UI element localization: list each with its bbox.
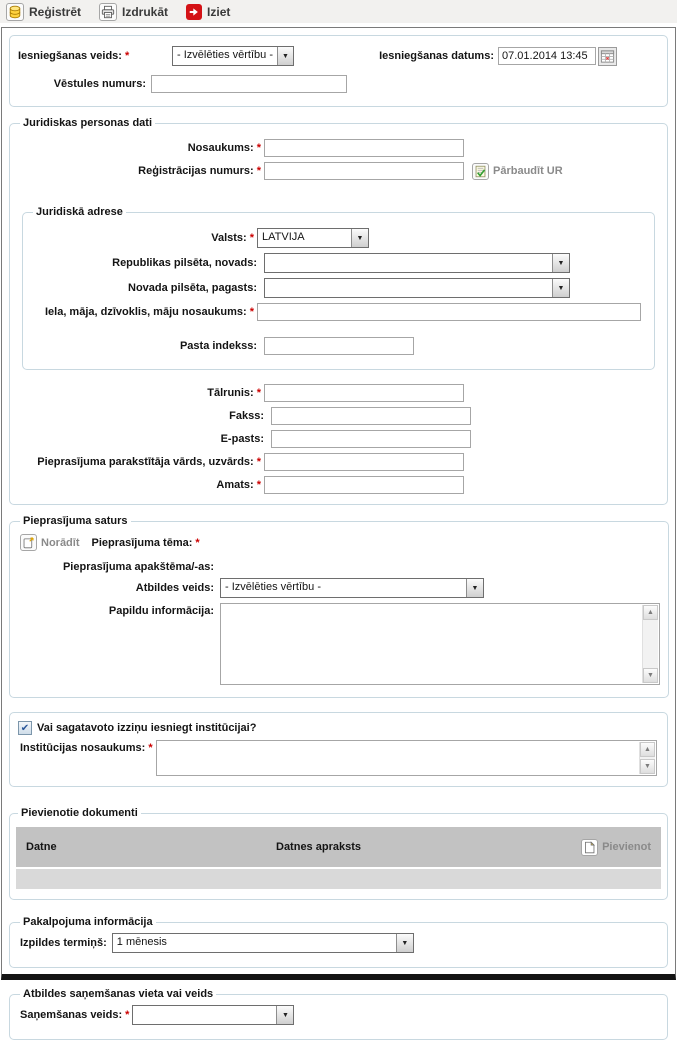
phone-input[interactable] bbox=[264, 384, 464, 402]
scroll-up-icon[interactable]: ▲ bbox=[643, 605, 658, 620]
chevron-down-icon: ▼ bbox=[277, 47, 293, 65]
parish-label: Novada pilsēta, pagasts: bbox=[128, 282, 257, 294]
attach-icon bbox=[581, 839, 598, 856]
parish-select[interactable] bbox=[264, 278, 570, 298]
calendar-icon[interactable] bbox=[598, 47, 617, 66]
company-name-label: Nosaukums: * bbox=[187, 142, 261, 154]
column-header-file: Datne bbox=[26, 841, 57, 853]
legal-address-legend: Juridiskā adrese bbox=[36, 206, 123, 218]
fax-label: Fakss: bbox=[229, 410, 264, 422]
topic-label: Pieprasījuma tēma: * bbox=[91, 536, 200, 549]
exit-button[interactable] bbox=[186, 4, 230, 20]
scroll-down-icon[interactable]: ▼ bbox=[643, 668, 658, 683]
term-label: Izpildes termiņš: bbox=[20, 937, 107, 949]
email-label: E-pasts: bbox=[220, 433, 264, 445]
answer-type-label: Atbildes veids: bbox=[135, 582, 214, 594]
response-legend: Atbildes saņemšanas vieta vai veids bbox=[23, 988, 214, 1000]
documents-section bbox=[9, 807, 668, 900]
required-marker: * bbox=[249, 306, 254, 318]
term-select[interactable] bbox=[112, 933, 414, 953]
submission-type-select[interactable] bbox=[172, 46, 294, 66]
parish-value bbox=[265, 279, 552, 297]
signer-name-label: Pieprasījuma parakstītāja vārds, uzvārds: * bbox=[37, 456, 261, 468]
exit-button-label: Iziet bbox=[207, 4, 231, 19]
city-select[interactable] bbox=[264, 253, 570, 273]
request-content-section bbox=[9, 515, 669, 698]
answer-type-value: - Izvēlēties vērtību - bbox=[225, 581, 321, 593]
service-legend: Pakalpojuma informācija bbox=[23, 916, 153, 928]
required-marker: * bbox=[249, 232, 254, 244]
country-label: Valsts: * bbox=[211, 232, 254, 244]
register-button-label: Reģistrēt bbox=[29, 4, 82, 19]
specify-icon bbox=[20, 534, 37, 551]
receive-type-select[interactable] bbox=[132, 1005, 294, 1025]
fax-input[interactable] bbox=[271, 407, 471, 425]
required-marker: * bbox=[148, 742, 153, 754]
additional-info-label: Papildu informācija: bbox=[108, 605, 214, 617]
required-marker: * bbox=[124, 50, 130, 62]
email-input[interactable] bbox=[271, 430, 471, 448]
receive-type-value bbox=[133, 1006, 276, 1024]
postal-code-input[interactable] bbox=[264, 337, 414, 355]
required-marker: * bbox=[256, 479, 261, 491]
scrollbar[interactable] bbox=[642, 605, 658, 683]
toolbar bbox=[0, 0, 677, 23]
scroll-down-icon[interactable]: ▼ bbox=[640, 759, 655, 774]
legal-person-section bbox=[9, 117, 668, 505]
check-ur-label: Pārbaudīt UR bbox=[493, 165, 563, 177]
city-label: Republikas pilsēta, novads: bbox=[112, 257, 257, 269]
required-marker: * bbox=[256, 456, 261, 468]
submission-type-value: - Izvēlēties vērtību - bbox=[177, 49, 273, 61]
signer-name-input[interactable] bbox=[264, 453, 464, 471]
specify-button[interactable] bbox=[20, 534, 80, 551]
submission-box bbox=[9, 35, 668, 107]
answer-type-select[interactable] bbox=[220, 578, 484, 598]
country-value: LATVIJA bbox=[262, 231, 305, 243]
exit-icon bbox=[186, 4, 202, 20]
required-marker: * bbox=[125, 1009, 130, 1021]
required-marker: * bbox=[256, 165, 261, 177]
chevron-down-icon: ▼ bbox=[552, 279, 569, 297]
position-input[interactable] bbox=[264, 476, 464, 494]
legal-person-legend: Juridiskas personas dati bbox=[23, 117, 152, 129]
scroll-up-icon[interactable]: ▲ bbox=[640, 742, 655, 757]
print-button-label: Izdrukāt bbox=[122, 4, 169, 19]
chevron-down-icon: ▼ bbox=[552, 254, 569, 272]
street-input[interactable] bbox=[257, 303, 641, 321]
check-ur-button[interactable] bbox=[472, 163, 563, 180]
receive-type-label: Saņemšanas veids: * bbox=[20, 1009, 130, 1021]
chevron-down-icon: ▼ bbox=[276, 1006, 293, 1024]
submission-type-label: Iesniegšanas veids: * bbox=[18, 50, 130, 62]
submission-date-input[interactable] bbox=[498, 47, 596, 65]
city-value bbox=[265, 254, 552, 272]
table-row bbox=[16, 869, 661, 889]
form-panel bbox=[1, 27, 676, 1021]
term-value: 1 mēnesis bbox=[116, 936, 167, 948]
required-marker: * bbox=[256, 387, 261, 399]
submission-date-label: Iesniegšanas datums: bbox=[379, 50, 494, 62]
register-button[interactable] bbox=[6, 3, 81, 21]
documents-table-header bbox=[16, 827, 661, 867]
service-section bbox=[9, 916, 668, 968]
country-select[interactable] bbox=[257, 228, 369, 248]
register-icon bbox=[6, 3, 24, 21]
response-section bbox=[9, 988, 668, 1040]
required-marker: * bbox=[195, 536, 200, 549]
institution-section bbox=[9, 712, 668, 787]
chevron-down-icon: ▼ bbox=[396, 934, 413, 952]
chevron-down-icon: ▼ bbox=[351, 229, 368, 247]
column-header-description: Datnes apraksts bbox=[276, 841, 361, 853]
phone-label: Tālrunis: * bbox=[207, 387, 261, 399]
attach-button[interactable] bbox=[581, 839, 651, 856]
check-icon: ✔ bbox=[20, 722, 30, 734]
letter-number-input[interactable] bbox=[151, 75, 347, 93]
scrollbar[interactable] bbox=[639, 742, 655, 774]
postal-code-label: Pasta indekss: bbox=[179, 340, 257, 352]
institution-checkbox-label: Vai sagatavoto izziņu iesniegt institūcijai? bbox=[37, 722, 257, 734]
company-name-input[interactable] bbox=[264, 139, 464, 157]
specify-button-label: Norādīt bbox=[41, 536, 80, 549]
legal-address-section bbox=[22, 206, 655, 370]
request-content-legend: Pieprasījuma saturs bbox=[23, 515, 128, 527]
attach-button-label: Pievienot bbox=[602, 841, 651, 853]
street-label: Iela, māja, dzīvoklis, māju nosaukums: * bbox=[44, 306, 254, 318]
subtopic-label: Pieprasījuma apakštēma/-as: bbox=[62, 561, 214, 573]
additional-info-textarea[interactable] bbox=[220, 603, 660, 685]
required-marker: * bbox=[256, 142, 261, 154]
institution-name-label: Institūcijas nosaukums: * bbox=[20, 742, 153, 754]
printer-icon bbox=[99, 3, 117, 21]
institution-checkbox[interactable] bbox=[18, 721, 32, 735]
reg-number-input[interactable] bbox=[264, 162, 464, 180]
documents-legend: Pievienotie dokumenti bbox=[21, 807, 138, 819]
letter-number-label: Vēstules numurs: bbox=[53, 78, 146, 90]
check-ur-icon bbox=[472, 163, 489, 180]
position-label: Amats: * bbox=[216, 479, 261, 491]
print-button[interactable] bbox=[99, 3, 168, 21]
institution-name-textarea[interactable] bbox=[156, 740, 657, 776]
chevron-down-icon: ▼ bbox=[466, 579, 483, 597]
reg-number-label: Reģistrācijas numurs: * bbox=[138, 165, 261, 177]
